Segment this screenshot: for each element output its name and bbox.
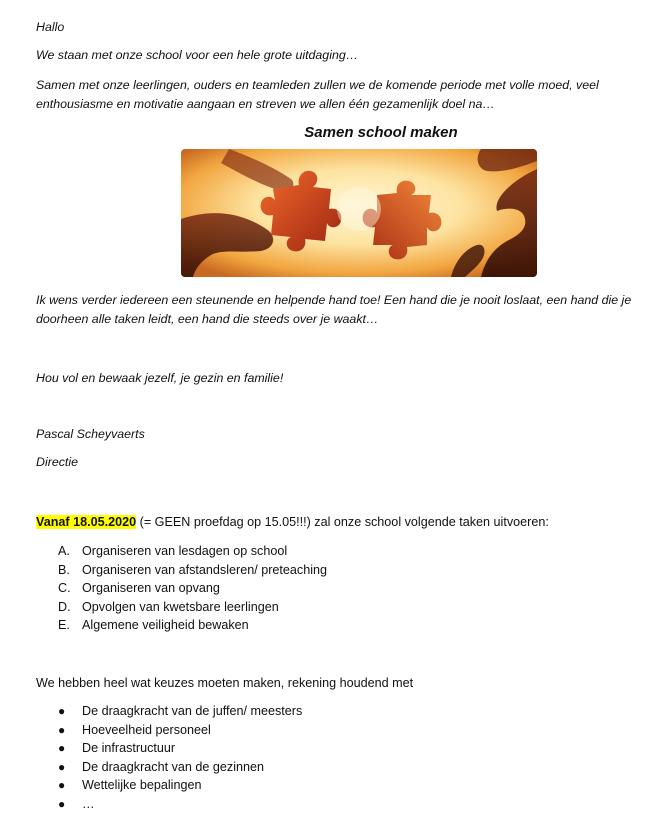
tasks-intro bbox=[36, 515, 656, 529]
title-heading bbox=[0, 124, 662, 141]
list-item bbox=[58, 561, 327, 580]
list-item bbox=[58, 721, 302, 740]
bullet-icon: ● bbox=[58, 704, 66, 718]
list-item-text: Hoeveelheid personeel bbox=[82, 722, 211, 737]
wish-paragraph: Ik wens verder iedereen een steunende en helpende hand toe! Een hand die je nooit loslaat, een hand die je doorheen alle taken leidt, een hand die steeds over je waakt… bbox=[36, 293, 632, 326]
list-item-text: … bbox=[82, 796, 95, 811]
intro-paragraph: We staan met onze school voor een hele grote uitdaging… bbox=[36, 48, 359, 62]
bullet-icon: ● bbox=[58, 778, 66, 792]
puzzle-pieces-hands-photo bbox=[181, 149, 537, 277]
mission-paragraph: Samen met onze leerlingen, ouders en teamleden zullen we de komende periode met volle moed, veel enthousiasme en motivatie aangaan en streven we allen één gezamenlijk doel na… bbox=[36, 78, 599, 111]
signature-name: Pascal Scheyvaerts bbox=[36, 427, 145, 441]
signature-role: Directie bbox=[36, 455, 78, 469]
list-item bbox=[58, 616, 327, 635]
list-item-text: Organiseren van lesdagen op school bbox=[82, 544, 288, 558]
list-item bbox=[58, 702, 302, 721]
bullet-icon: ● bbox=[58, 759, 66, 774]
list-item bbox=[58, 739, 302, 758]
bullet-icon: ● bbox=[58, 722, 66, 737]
list-item bbox=[58, 579, 327, 598]
list-item bbox=[58, 795, 302, 814]
list-item bbox=[58, 542, 327, 561]
list-marker: D. bbox=[58, 599, 71, 614]
list-item-text: Algemene veiligheid bewaken bbox=[82, 618, 249, 632]
list-marker: B. bbox=[58, 562, 70, 577]
list-marker: C. bbox=[58, 581, 71, 595]
list-item-text: Organiseren van opvang bbox=[82, 581, 220, 595]
list-item bbox=[58, 776, 302, 795]
list-item-text: De draagkracht van de juffen/ meesters bbox=[82, 704, 303, 718]
care-paragraph: Hou vol en bewaak jezelf, je gezin en familie! bbox=[36, 371, 284, 385]
list-item-text: Opvolgen van kwetsbare leerlingen bbox=[82, 599, 279, 614]
list-item-text: De infrastructuur bbox=[82, 741, 176, 755]
list-item-text: De draagkracht van de gezinnen bbox=[82, 759, 265, 774]
tasks-intro-text: (= GEEN proefdag op 15.05!!!) zal onze school volgende taken uitvoeren: bbox=[136, 515, 549, 529]
list-marker: E. bbox=[58, 618, 70, 632]
list-item bbox=[58, 758, 302, 777]
tasks-list bbox=[58, 542, 327, 635]
title-text: Samen school maken bbox=[304, 124, 458, 141]
bullet-icon: ● bbox=[58, 741, 66, 755]
greeting: Hallo bbox=[36, 20, 65, 34]
bullet-icon: ● bbox=[58, 796, 66, 811]
list-item bbox=[58, 598, 327, 617]
list-marker: A. bbox=[58, 544, 70, 558]
list-item-text: Organiseren van afstandsleren/ preteaching bbox=[82, 562, 328, 577]
choices-list bbox=[58, 702, 302, 813]
list-item-text: Wettelijke bepalingen bbox=[82, 778, 202, 792]
choices-intro: We hebben heel wat keuzes moeten maken, rekening houdend met bbox=[36, 676, 414, 690]
highlighted-date: Vanaf 18.05.2020 bbox=[36, 515, 137, 529]
